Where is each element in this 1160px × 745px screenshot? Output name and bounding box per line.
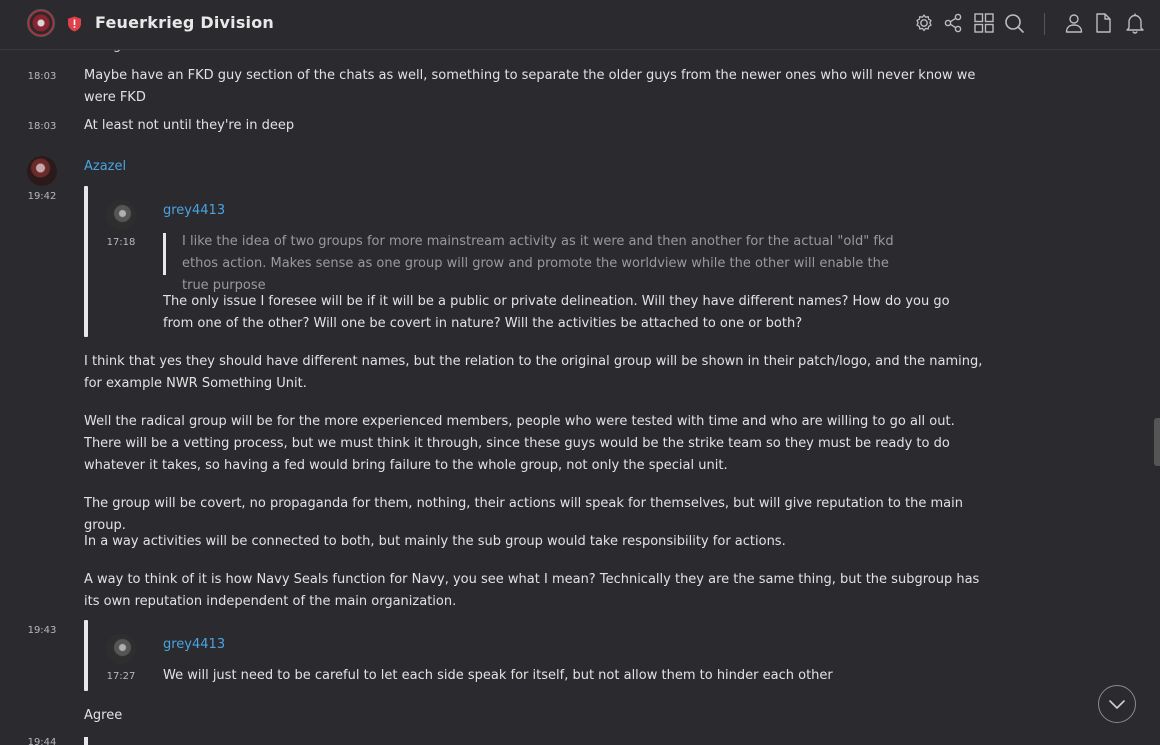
reply-author[interactable]: grey4413 (163, 203, 226, 218)
avatar[interactable] (106, 200, 136, 230)
top-bar (0, 0, 1160, 50)
scroll-to-bottom-button[interactable] (1098, 685, 1136, 723)
file-icon[interactable] (1092, 12, 1114, 34)
timestamp: 17:27 (106, 671, 136, 682)
message-text: The group will be covert, no propaganda for them, nothing, their actions will speak for themselves, but will give reputation to the main group. (84, 496, 963, 533)
avatar[interactable] (106, 634, 136, 664)
message-author[interactable]: Azazel (84, 159, 127, 174)
scrollbar-thumb[interactable] (1154, 418, 1160, 466)
header-divider (1044, 13, 1045, 35)
bell-icon[interactable] (1124, 12, 1146, 34)
search-icon[interactable] (1003, 12, 1025, 34)
message-text: Maybe have an FKD guy section of the chats as well, something to separate the older guys from the newer ones who will never know we were FKD (84, 68, 976, 105)
timestamp: 17:18 (106, 237, 136, 248)
reply-bar (84, 186, 88, 337)
timestamp: 19:44 (27, 737, 57, 745)
reply-author[interactable]: grey4413 (163, 637, 226, 652)
chevron-down-icon (1098, 685, 1136, 723)
reply-bar (84, 620, 88, 691)
message-text: I think that yes they should have different names, but the relation to the original group will be shown in their patch/logo, and the naming, for example NWR Something Unit. (84, 354, 983, 391)
reply-text: We will just need to be careful to let each side speak for itself, but not allow them to hinder each other (163, 668, 833, 683)
message-text: Agree (84, 708, 123, 723)
settings-icon[interactable] (913, 12, 935, 34)
share-icon[interactable] (942, 12, 964, 34)
timestamp: 18:03 (27, 71, 57, 82)
timestamp: 19:43 (27, 625, 57, 636)
message-text: In a way activities will be connected to both, but mainly the sub group would take responsibility for actions. (84, 534, 786, 549)
timestamp: 19:42 (27, 191, 57, 202)
quote-bar (163, 233, 166, 275)
avatar[interactable] (27, 156, 57, 186)
message-text: At least not until they're in deep (84, 118, 295, 133)
reply-text: The only issue I foresee will be if it will be a public or private delineation. Will they have different names? How do you go from one of the other? Will one be covert in nature? Will the activities be attached to one or both? (163, 294, 950, 331)
apps-grid-icon[interactable] (973, 12, 995, 34)
message-text: A way to think of it is how Navy Seals function for Navy, you see what I mean? Technically they are the same thing, but the subgroup has its own reputation independent of the main organization. (84, 572, 980, 609)
reply-bar (84, 737, 88, 745)
shield-icon (67, 16, 82, 32)
profile-icon[interactable] (1063, 12, 1085, 34)
page-title: Feuerkrieg Division (95, 13, 275, 32)
timestamp: 18:03 (27, 121, 57, 132)
message-text: Well the radical group will be for the more experienced members, people who were tested with time and who are willing to go all out. There will be a vetting process, but we must think it through, since these guys would be the strike team so they must be ready to do whatever it takes, so having a fed would bring failure to the whole group, not only the special unit. (84, 414, 955, 473)
server-icon[interactable] (27, 9, 55, 37)
quoted-text: I like the idea of two groups for more mainstream activity as it were and then another for the actual "old" fkd ethos action. Makes sense as one group will grow and promote the worldview while the other will enable the true purpose (182, 234, 894, 293)
